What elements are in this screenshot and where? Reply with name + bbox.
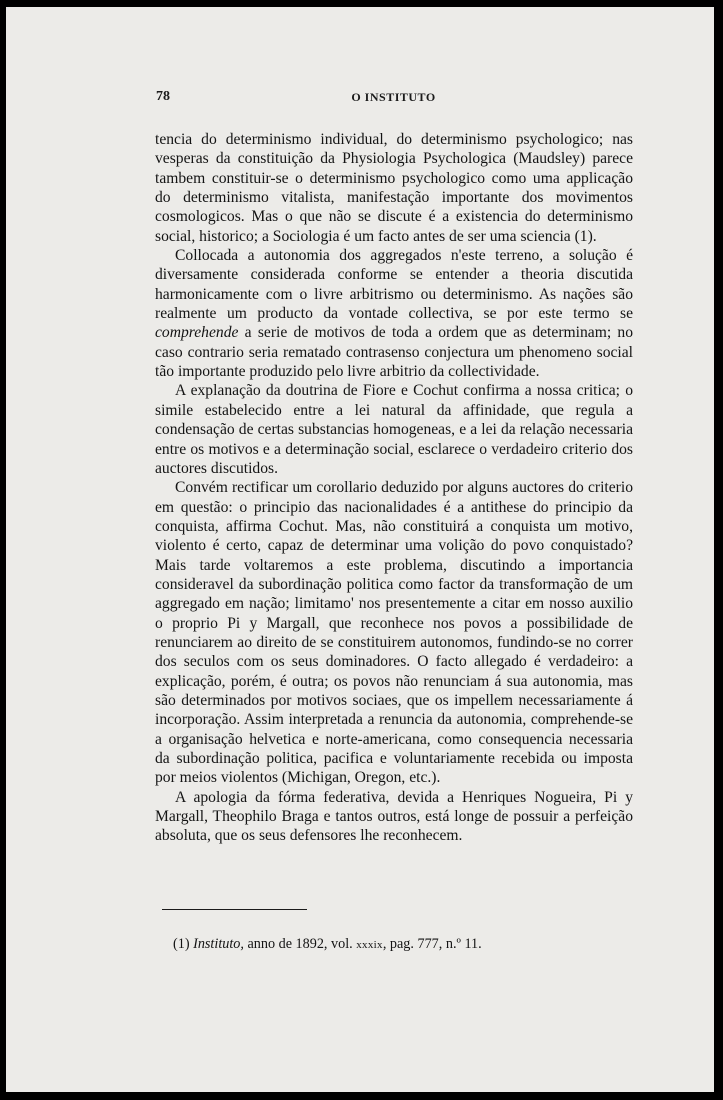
paragraph-text: Collocada a autonomia dos aggregados n'este terreno, a solução é diversamente considerada conforme se entender a theoria discutida harmonicamente com o livre arbitrismo ou determinismo. As nações são realmente um producto da vontade collectiva, se por este termo se: [155, 247, 633, 323]
paragraph-text: A apologia da fórma federativa, devida a Henriques Nogueira, Pi y Margall, Theophilo Braga e tantos outros, está longe de possuir a perfeição absoluta, que os seus defensores lhe reconhecem.: [155, 788, 633, 845]
paragraph-3: [155, 381, 633, 478]
paragraph-text: Convém rectificar um corollario deduzido por alguns auctores do criterio em questão: o principio das nacionalidades é a antithese do principio da conquista, affirma Cochut. Mas, não constituirá a conquista um motivo, violento é certo, capaz de determinar uma volição do povo conquistado? Mais tarde voltaremos a este problema, discutindo a importancia consideravel da subordinação politica como factor da transformação de um aggregado em nação; limitamo' nos presentemente a citar em nosso auxilio o proprio Pi y Margall, que reconhece nos povos a possibilidade de renunciarem ao direito de se constituirem autonomos, fundindo-se no correr dos seculos com os seus dominadores. O facto allegado é verdadeiro: a explicação, porém, é outra; os povos não renunciam á sua autonomia, mas são determinados por motivos sociaes, que os impellem necessariamente á incorporação. Assim interpretada a renuncia da autonomia, comprehende-se a organisação helvetica e norte-americana, como consequencia necessaria da subordinação politica, pacifica e voluntariamente recebida ou imposta por meios violentos (Michigan, Oregon, etc.).: [155, 479, 633, 787]
paragraph-text: A explanação da doutrina de Fiore e Cochut confirma a nossa critica; o simile estabelecido entre a lei natural da affinidade, que regula a condensação de certas substancias homogeneas, e a lei da relação necessaria entre os motivos e a determinação social, esclarece o verdadeiro criterio dos auctores discutidos.: [155, 382, 633, 477]
paragraph-text: a serie de motivos de toda a ordem que as determinam; no caso contrario seria rematado contrasenso conjectura um phenomeno social tão importante produzido pelo livre arbitrio da collectividade.: [155, 324, 633, 381]
page-number: 78: [156, 89, 170, 104]
footnote-volume: xxxix: [356, 939, 383, 951]
journal-title: O INSTITUTO: [351, 90, 436, 104]
paragraph-5: [155, 788, 633, 846]
paragraph-text: comprehende: [155, 324, 239, 342]
paragraph-1: [155, 130, 633, 246]
footnote-text-a: anno de 1892, vol.: [243, 936, 357, 952]
body-text: [155, 130, 633, 846]
paragraph-2: [155, 246, 633, 381]
footnote: [173, 936, 633, 953]
footnote-source: Instituto,: [193, 936, 244, 952]
paragraph-4: [155, 478, 633, 788]
footnote-marker: (1): [173, 936, 190, 952]
footnote-divider: [162, 909, 307, 910]
running-head: [156, 89, 631, 109]
paragraph-text: tencia do determinismo individual, do determinismo psychologico; nas vesperas da constituição da Physiologia Psychologica (Maudsley) parece tambem constituir-se o determinismo psychologico como uma applicação do determinismo vitalista, manifestação importante dos movimentos cosmologicos. Mas o que não se discute é a existencia do determinismo social, historico; a Sociologia é um facto antes de ser uma sciencia (1).: [155, 131, 633, 245]
footnote-text-b: , pag. 777, n.º 11.: [382, 936, 482, 952]
book-page: [6, 7, 714, 1092]
